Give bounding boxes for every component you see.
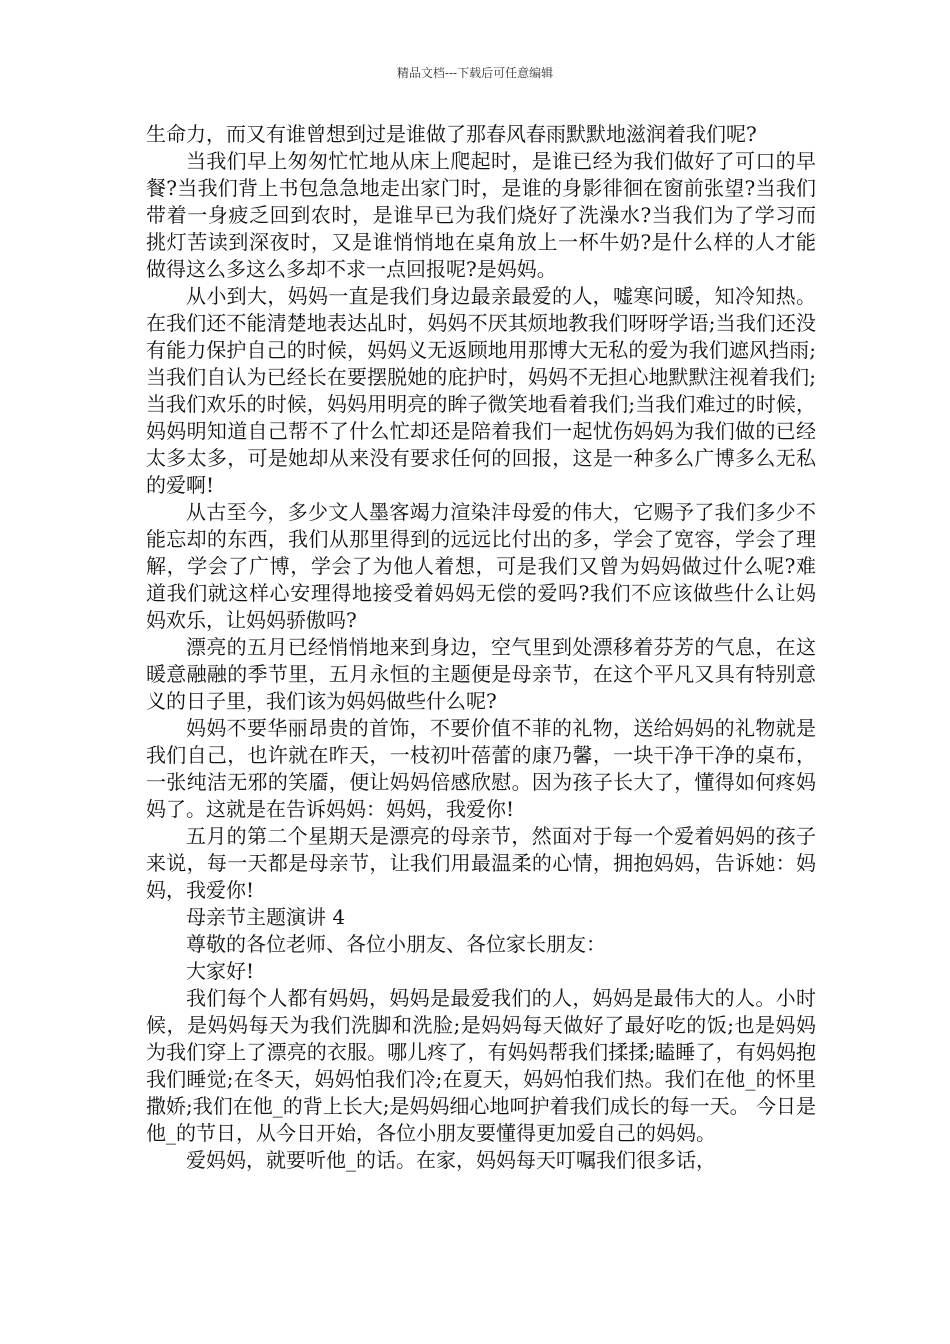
section-heading: 母亲节主题演讲 4	[186, 905, 346, 929]
paragraph: 当我们早上匆匆忙忙地从床上爬起时，是谁已经为我们做好了可口的早餐?当我们背上书包急急地走出家门时，是谁的身影徘徊在窗前张望?当我们带着一身疲乏回到农时，是谁早已为我们烧好了洗澡水?当我们为了学习而挑灯苦读到深夜时，又是谁悄悄地在桌角放上一杯牛奶?是什么样的人才能做得这么多这么多却不求一点回报呢?是妈妈。	[146, 149, 816, 281]
paragraph: 我们每个人都有妈妈，妈妈是最爱我们的人，妈妈是最伟大的人。小时候，是妈妈每天为我们洗脚和洗脸;是妈妈每天做好了最好吃的饭;也是妈妈为我们穿上了漂亮的衣服。哪儿疼了，有妈妈帮我们揉揉;瞌睡了，有妈妈抱我们睡觉;在冬天，妈妈怕我们冷;在夏天，妈妈怕我们热。我们在他_的怀里撒娇;我们在他_的背上长大;是妈妈细心地呵护着我们成长的每一天。 今日是他_的节日，从今日开始，各位小朋友要懂得更加爱自己的妈妈。	[146, 986, 816, 1145]
paragraph: 五月的第二个星期天是漂亮的母亲节，然面对于每一个爱着妈妈的孩子来说，每一天都是母亲节，让我们用最温柔的心情，拥抱妈妈，告诉她：妈妈，我爱你!	[146, 824, 816, 902]
paragraph: 爱妈妈，就要听他_的话。在家，妈妈每天叮嘱我们很多话，	[186, 1148, 716, 1172]
paragraph: 漂亮的五月已经悄悄地来到身边，空气里到处漂移着芬芳的气息，在这暖意融融的季节里，五月永恒的主题便是母亲节，在这个平凡又具有特别意义的日子里，我们该为妈妈做些什么呢?	[146, 635, 816, 713]
document-body	[146, 121, 816, 1174]
paragraph: 妈妈不要华丽昂贵的首饰，不要价值不菲的礼物，送给妈妈的礼物就是我们自己，也许就在昨天，一枝初叶蓓蕾的康乃馨，一块干净干净的桌布，一张纯洁无邪的笑靥，便让妈妈倍感欣慰。因为孩子长大了，懂得如何疼妈妈了。这就是在告诉妈妈：妈妈，我爱你!	[146, 716, 816, 821]
page-header: 精品文档---下载后可任意编辑	[396, 66, 554, 80]
paragraph: 生命力，而又有谁曾想到过是谁做了那春风春雨默默地滋润着我们呢?	[146, 122, 757, 146]
paragraph: 从古至今，多少文人墨客竭力渲染沣母爱的伟大，它赐予了我们多少不能忘却的东西，我们从那里得到的远远比付出的多，学会了宽容，学会了理解，学会了广博，学会了为他人着想，可是我们又曾为妈妈做过什么呢?难道我们就这样心安理得地接受着妈妈无偿的爱吗?我们不应该做些什么让妈妈欢乐，让妈妈骄傲吗?	[146, 500, 816, 632]
greeting: 大家好!	[186, 959, 255, 983]
salutation: 尊敬的各位老师、各位小朋友、各位家长朋友：	[186, 932, 606, 956]
paragraph: 从小到大，妈妈一直是我们身边最亲最爱的人，嘘寒问暖，知冷知热。在我们还不能清楚地表达乩时，妈妈不厌其烦地教我们呀呀学语;当我们还没有能力保护自己的时候，妈妈义无返顾地用那博大无私的爱为我们遮风挡雨;当我们自认为已经长在要摆脱她的庇护时，妈妈不无担心地默默注视着我们;当我们欢乐的时候，妈妈用明亮的眸子微笑地看着我们;当我们难过的时候，妈妈明知道自己帮不了什么忙却还是陪着我们一起忧伤妈妈为我们做的已经太多太多，可是她却从来没有要求任何的回报，这是一种多么广博多么无私的爱啊!	[146, 284, 816, 497]
